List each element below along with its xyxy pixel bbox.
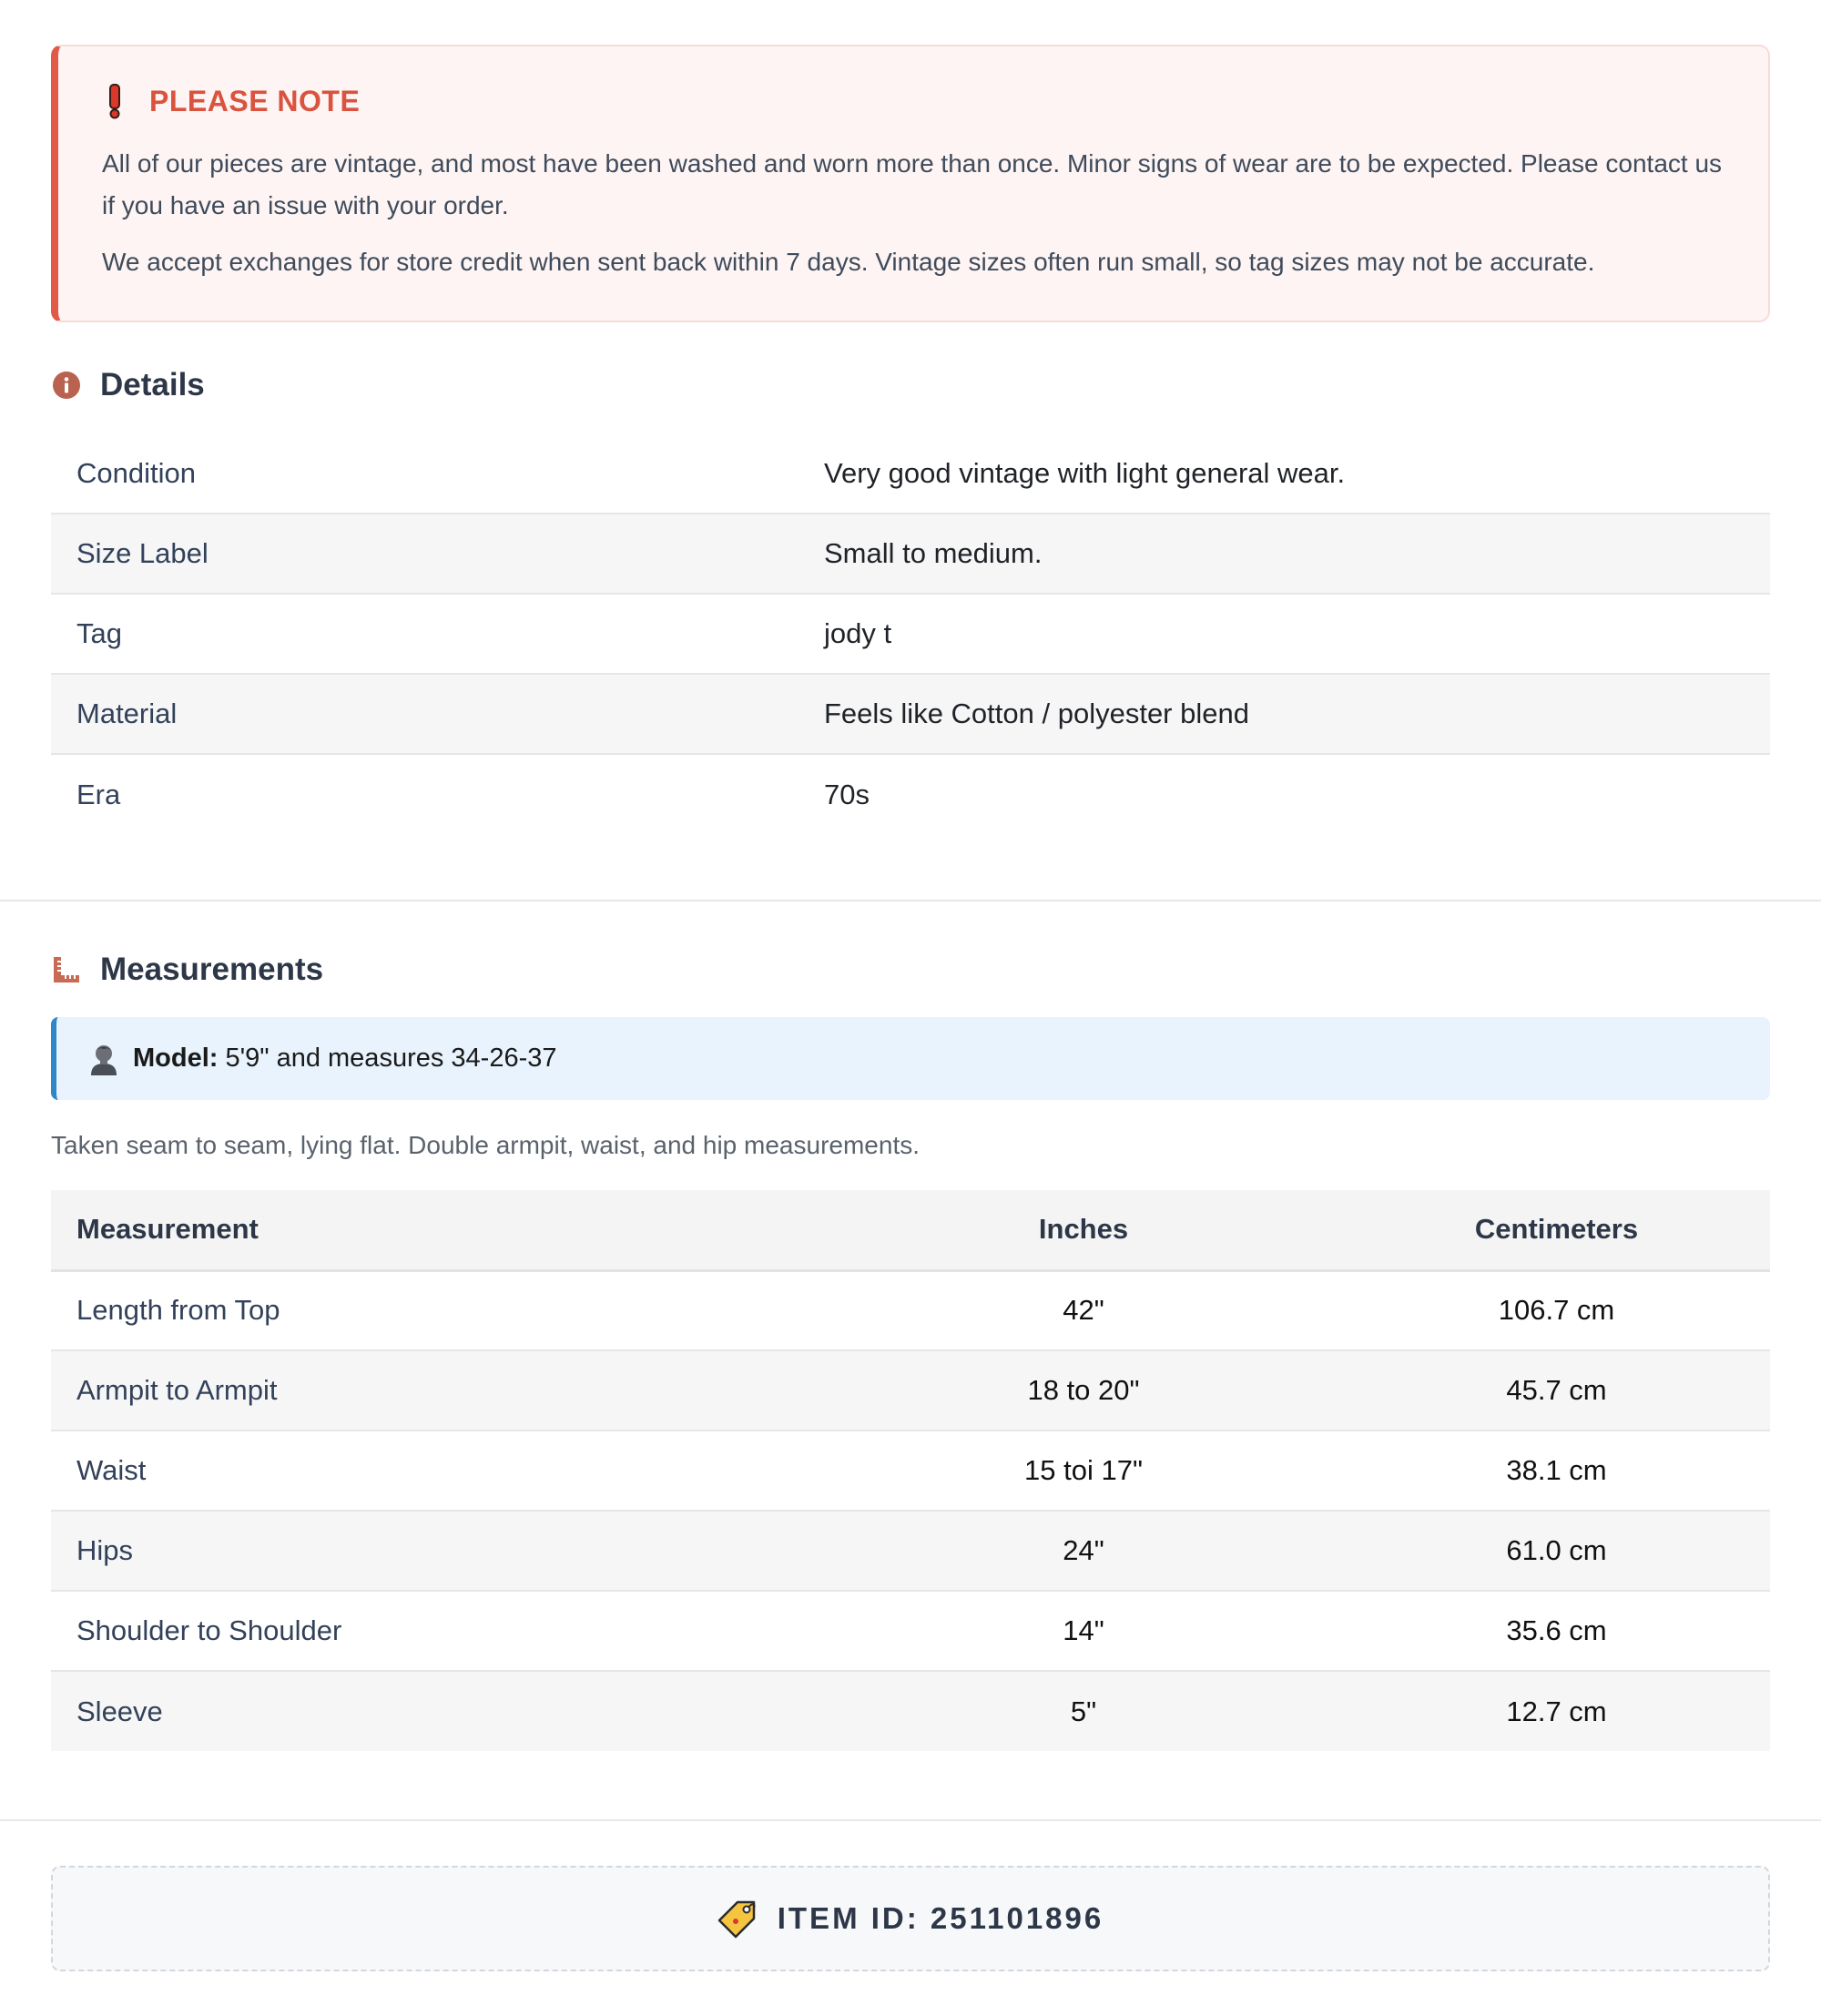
measurement-name: Hips xyxy=(51,1511,824,1591)
details-title: Details xyxy=(100,367,205,402)
table-row xyxy=(51,1350,1770,1431)
item-id-text: ITEM ID: 251101896 xyxy=(777,1901,1104,1935)
detail-value: Small to medium. xyxy=(824,514,1770,594)
table-row xyxy=(51,514,1770,594)
measurement-name: Length from Top xyxy=(51,1270,824,1350)
item-id-box xyxy=(51,1866,1770,1971)
detail-value: Very good vintage with light general wear. xyxy=(824,433,1770,514)
table-row xyxy=(51,674,1770,754)
detail-label: Era xyxy=(76,778,121,810)
table-row xyxy=(51,594,1770,674)
table-row xyxy=(51,433,1770,514)
model-info-box xyxy=(51,1017,1770,1100)
table-row xyxy=(51,1270,1770,1350)
measurement-inches: 42" xyxy=(824,1270,1343,1350)
detail-label: Condition xyxy=(51,433,824,514)
exclamation-icon xyxy=(102,83,127,119)
measurement-inches: 18 to 20" xyxy=(824,1350,1343,1431)
measurement-inches: 14" xyxy=(824,1591,1343,1671)
table-row xyxy=(51,1591,1770,1671)
table-header-row xyxy=(51,1190,1770,1270)
measurement-name: Armpit to Armpit xyxy=(51,1350,824,1431)
measurement-inches: 24" xyxy=(824,1511,1343,1591)
measurement-inches: 5" xyxy=(824,1671,1343,1751)
detail-label: Material xyxy=(51,674,824,754)
table-row xyxy=(51,754,1770,834)
measurement-name: Sleeve xyxy=(51,1671,824,1751)
measurements-heading xyxy=(51,950,323,990)
person-icon xyxy=(87,1041,120,1077)
detail-value: jody t xyxy=(824,594,1770,674)
measurement-cm: 35.6 cm xyxy=(1343,1591,1770,1671)
measurement-name: Waist xyxy=(51,1431,824,1511)
table-row xyxy=(51,1511,1770,1591)
detail-label: Tag xyxy=(51,594,824,674)
notice-paragraph-2: We accept exchanges for store credit when sent back within 7 days. Vintage sizes often run small, so tag sizes may not be accurate. xyxy=(102,248,1595,276)
details-table xyxy=(51,433,1770,834)
info-icon xyxy=(51,370,82,401)
measurement-cm: 106.7 cm xyxy=(1343,1270,1770,1350)
detail-value: 70s xyxy=(824,778,870,810)
measurement-cm: 45.7 cm xyxy=(1343,1350,1770,1431)
column-header-centimeters: Centimeters xyxy=(1343,1190,1770,1270)
section-divider xyxy=(0,1819,1821,1821)
measurement-note: Taken seam to seam, lying flat. Double armpit, waist, and hip measurements. xyxy=(51,1131,920,1159)
section-divider xyxy=(0,900,1821,901)
column-header-inches: Inches xyxy=(824,1190,1343,1270)
model-text: 5'9" and measures 34-26-37 xyxy=(225,1044,557,1073)
measurement-cm: 38.1 cm xyxy=(1343,1431,1770,1511)
please-note-box xyxy=(51,45,1770,322)
tag-icon xyxy=(717,1899,758,1939)
measurements-table xyxy=(51,1190,1770,1751)
measurement-inches: 15 toi 17" xyxy=(824,1431,1343,1511)
measurement-cm: 12.7 cm xyxy=(1343,1671,1770,1751)
details-heading xyxy=(51,365,205,405)
notice-paragraph-1: All of our pieces are vintage, and most have been washed and worn more than once. Minor signs of wear are to be expected. Please contact us if you have an issue with your order. xyxy=(102,149,1723,219)
column-header-measurement: Measurement xyxy=(51,1190,824,1270)
measurement-name: Shoulder to Shoulder xyxy=(51,1591,824,1671)
model-label: Model: xyxy=(133,1044,219,1073)
notice-title: PLEASE NOTE xyxy=(149,84,361,117)
table-row xyxy=(51,1671,1770,1751)
detail-value: Feels like Cotton / polyester blend xyxy=(824,674,1770,754)
measurements-title: Measurements xyxy=(100,952,324,987)
detail-label: Size Label xyxy=(51,514,824,594)
table-row xyxy=(51,1431,1770,1511)
notice-header xyxy=(102,83,1724,119)
ruler-icon xyxy=(51,954,82,985)
measurement-cm: 61.0 cm xyxy=(1343,1511,1770,1591)
